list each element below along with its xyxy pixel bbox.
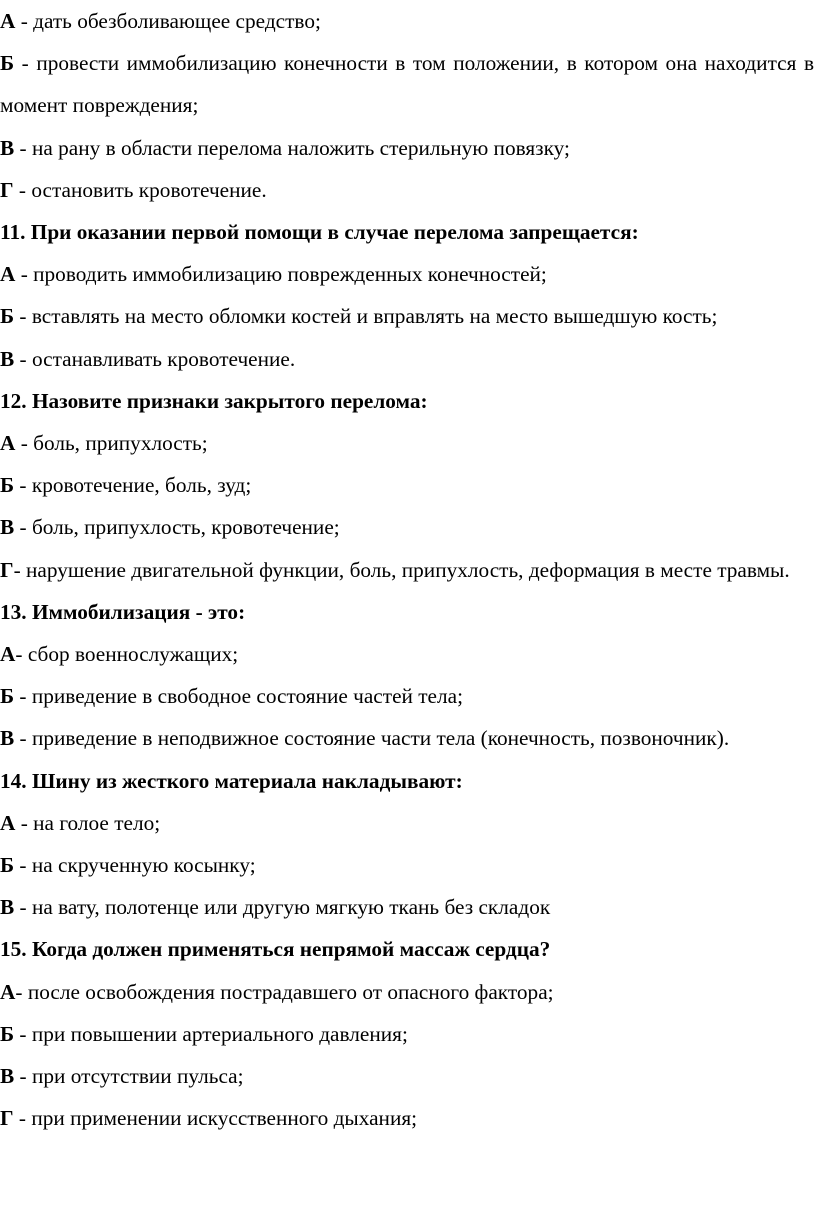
option-text: сбор военнослужащих; (27, 642, 239, 667)
option-letter: А (0, 979, 16, 1004)
answer-option (0, 1055, 814, 1097)
option-separator: - (15, 642, 28, 667)
option-text: на рану в области перелома наложить стерильную повязку; (31, 135, 570, 160)
option-letter: В (0, 895, 15, 920)
answer-option (0, 675, 814, 717)
option-letter: В (0, 135, 15, 160)
option-text: останавливать кровотечение. (31, 346, 296, 371)
option-text: при повышении артериального давления; (31, 1021, 408, 1046)
question-heading: 12. Назовите признаки закрытого перелома: (0, 388, 428, 413)
option-letter: В (0, 346, 15, 371)
answer-option (0, 0, 814, 42)
option-text: на голое тело; (33, 810, 161, 835)
option-letter: А (0, 262, 16, 287)
answer-option (0, 1013, 814, 1055)
option-separator: - (13, 557, 26, 582)
answer-option (0, 506, 814, 548)
option-separator: - (14, 1021, 32, 1046)
option-text: вставлять на место обломки костей и вправлять на место вышедшую кость; (31, 304, 718, 329)
answer-option (0, 127, 814, 169)
option-text: нарушение двигательной функции, боль, припухлость, деформация в месте травмы. (25, 557, 790, 582)
answer-option (0, 549, 814, 591)
option-separator: - (14, 853, 32, 878)
option-separator: - (15, 431, 34, 456)
option-text: кровотечение, боль, зуд; (31, 473, 252, 498)
option-separator: - (14, 346, 32, 371)
option-letter: Б (0, 684, 15, 709)
option-text: провести иммобилизацию конечности в том положении, в котором она находится в момент повреждения; (0, 51, 815, 118)
option-text: на скрученную косынку; (31, 853, 256, 878)
option-text: боль, припухлость, кровотечение; (31, 515, 340, 540)
option-letter: А (0, 642, 16, 667)
option-letter: Г (0, 177, 14, 202)
option-separator: - (14, 895, 32, 920)
answer-option (0, 338, 814, 380)
option-text: дать обезболивающее средство; (33, 9, 321, 33)
option-separator: - (14, 51, 37, 76)
answer-option (0, 633, 814, 675)
option-separator: - (15, 262, 34, 287)
option-letter: Г (0, 1106, 14, 1131)
question-heading: 15. Когда должен применяться непрямой массаж сердца? (0, 937, 551, 962)
option-letter: Б (0, 304, 15, 329)
option-separator: - (15, 9, 34, 33)
option-separator: - (13, 1106, 32, 1131)
option-separator: - (14, 304, 32, 329)
option-separator: - (14, 726, 32, 751)
option-letter: В (0, 726, 15, 751)
question-heading: 13. Иммобилизация - это: (0, 599, 246, 624)
option-text: проводить иммобилизацию поврежденных конечностей; (33, 262, 547, 287)
answer-option (0, 971, 814, 1013)
option-text: приведение в свободное состояние частей тела; (31, 684, 464, 709)
option-letter: А (0, 431, 16, 456)
option-text: на вату, полотенце или другую мягкую ткань без складок (31, 895, 551, 920)
option-separator: - (14, 135, 32, 160)
option-text: приведение в неподвижное состояние части тела (конечность, позвоночник). (31, 726, 730, 751)
option-letter: А (0, 810, 16, 835)
option-letter: Б (0, 473, 15, 498)
answer-option (0, 844, 814, 886)
option-letter: Б (0, 51, 15, 76)
answer-option (0, 802, 814, 844)
answer-option (0, 169, 814, 211)
option-text: боль, припухлость; (33, 431, 208, 456)
option-letter: Г (0, 557, 14, 582)
option-separator: - (14, 515, 32, 540)
question-heading: 14. Шину из жесткого материала накладывают: (0, 768, 463, 793)
answer-option (0, 295, 814, 337)
option-letter: Б (0, 853, 15, 878)
option-separator: - (14, 473, 32, 498)
option-letter: А (0, 9, 16, 33)
option-letter: Б (0, 1021, 15, 1046)
option-letter: В (0, 515, 15, 540)
option-letter: В (0, 1064, 15, 1089)
answer-option (0, 42, 814, 126)
answer-option (0, 717, 814, 759)
option-text: остановить кровотечение. (31, 177, 267, 202)
option-text: при отсутствии пульса; (31, 1064, 244, 1089)
option-text: после освобождения пострадавшего от опасного фактора; (27, 979, 554, 1004)
answer-option (0, 464, 814, 506)
option-separator: - (14, 684, 32, 709)
option-text: при применении искусственного дыхания; (31, 1106, 418, 1131)
option-separator: - (15, 979, 28, 1004)
question-heading: 11. При оказании первой помощи в случае перелома запрещается: (0, 220, 639, 245)
option-separator: - (13, 177, 32, 202)
answer-option (0, 886, 814, 928)
answer-option (0, 253, 814, 295)
answer-option (0, 422, 814, 464)
option-separator: - (15, 810, 34, 835)
answer-option (0, 1097, 814, 1139)
option-separator: - (14, 1064, 32, 1089)
